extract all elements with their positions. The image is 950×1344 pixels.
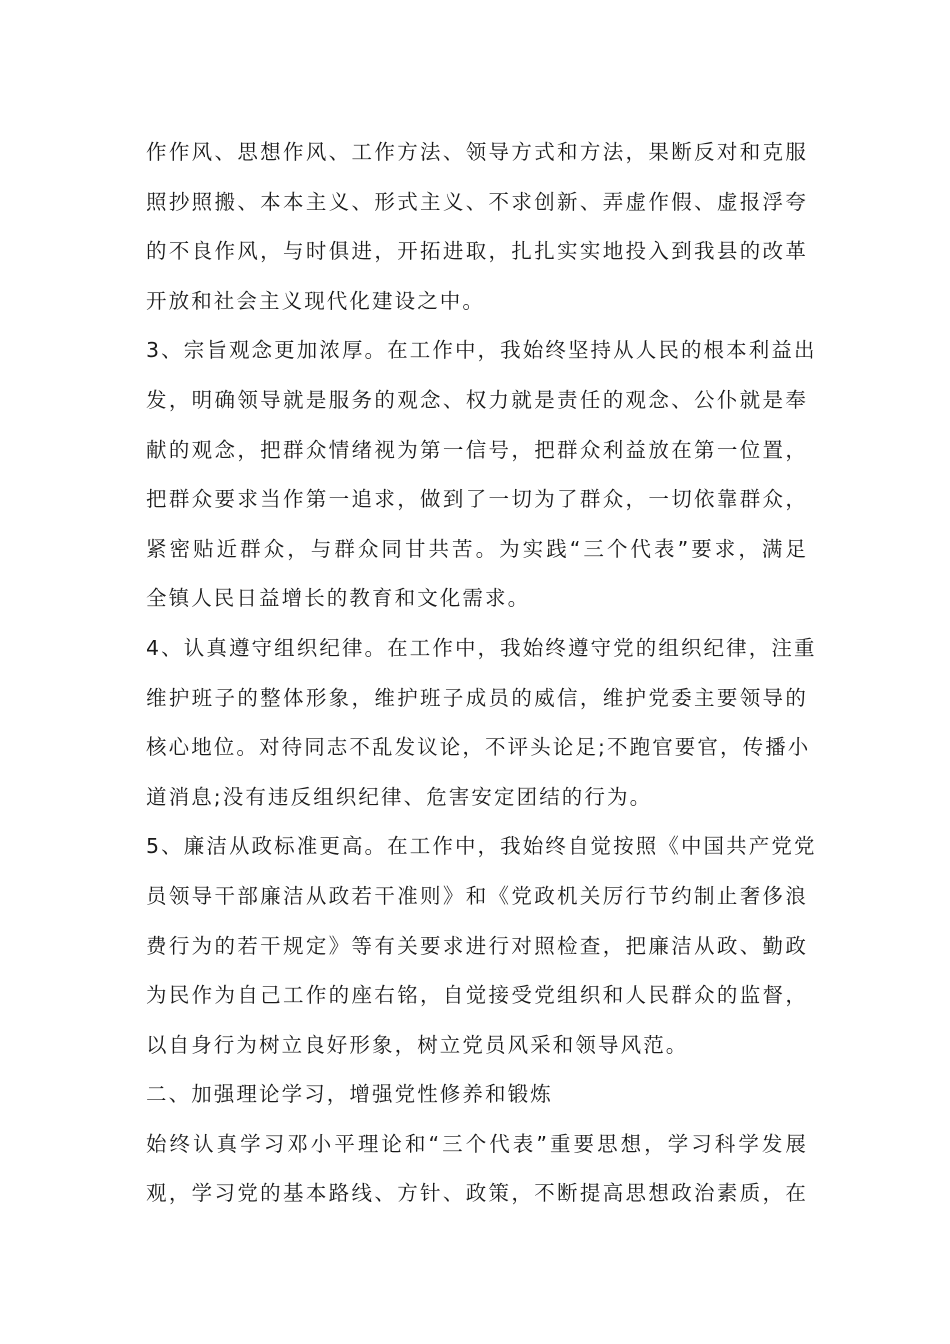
document-body bbox=[146, 128, 817, 1219]
paragraph-work-style bbox=[146, 128, 808, 326]
text-line: 全镇人民日益增长的教育和文化需求。 bbox=[146, 586, 531, 611]
section-heading: 二、加强理论学习，增强党性修养和锻炼 bbox=[146, 1082, 553, 1107]
text-line: 3、宗旨观念更加浓厚。在工作中，我始终坚持从人民的根本利益出 bbox=[146, 338, 817, 363]
text-line: 为民作为自己工作的座右铭，自觉接受党组织和人民群众的监督， bbox=[146, 983, 808, 1008]
text-line: 照抄照搬、本本主义、形式主义、不求创新、弄虚作假、虚报浮夸 bbox=[146, 189, 808, 214]
paragraph-item-3 bbox=[146, 326, 817, 624]
text-line: 道消息;没有违反组织纪律、危害安定团结的行为。 bbox=[146, 784, 653, 809]
text-line: 5、廉洁从政标准更高。在工作中，我始终自觉按照《中国共产党党 bbox=[146, 834, 817, 859]
text-line: 把群众要求当作第一追求，做到了一切为了群众，一切依靠群众， bbox=[146, 487, 808, 512]
text-line: 始终认真学习邓小平理论和“三个代表”重要思想，学习科学发展 bbox=[146, 1131, 808, 1156]
text-line: 维护班子的整体形象，维护班子成员的威信，维护党委主要领导的 bbox=[146, 685, 808, 710]
paragraph-theory-study bbox=[146, 1120, 808, 1219]
text-line: 核心地位。对待同志不乱发议论，不评头论足;不跑官要官，传播小 bbox=[146, 735, 811, 760]
section-heading-theory-study bbox=[146, 1070, 808, 1120]
paragraph-item-4 bbox=[146, 624, 817, 822]
text-line: 观，学习党的基本路线、方针、政策，不断提高思想政治素质，在 bbox=[146, 1181, 808, 1206]
text-line: 4、认真遵守组织纪律。在工作中，我始终遵守党的组织纪律，注重 bbox=[146, 635, 817, 660]
paragraph-item-5 bbox=[146, 822, 817, 1070]
text-line: 紧密贴近群众，与群众同甘共苦。为实践“三个代表”要求，满足 bbox=[146, 536, 808, 561]
text-line: 费行为的若干规定》等有关要求进行对照检查，把廉洁从政、勤政 bbox=[146, 933, 808, 958]
text-line: 以自身行为树立良好形象，树立党员风采和领导风范。 bbox=[146, 1032, 689, 1057]
text-line: 的不良作风，与时俱进，开拓进取，扎扎实实地投入到我县的改革 bbox=[146, 239, 808, 264]
text-line: 员领导干部廉洁从政若干准则》和《党政机关厉行节约制止奢侈浪 bbox=[146, 883, 808, 908]
text-line: 献的观念，把群众情绪视为第一信号，把群众利益放在第一位置， bbox=[146, 437, 808, 462]
text-line: 开放和社会主义现代化建设之中。 bbox=[146, 288, 485, 313]
text-line: 发，明确领导就是服务的观念、权力就是责任的观念、公仆就是奉 bbox=[146, 387, 808, 412]
text-line: 作作风、思想作风、工作方法、领导方式和方法，果断反对和克服 bbox=[146, 140, 808, 164]
